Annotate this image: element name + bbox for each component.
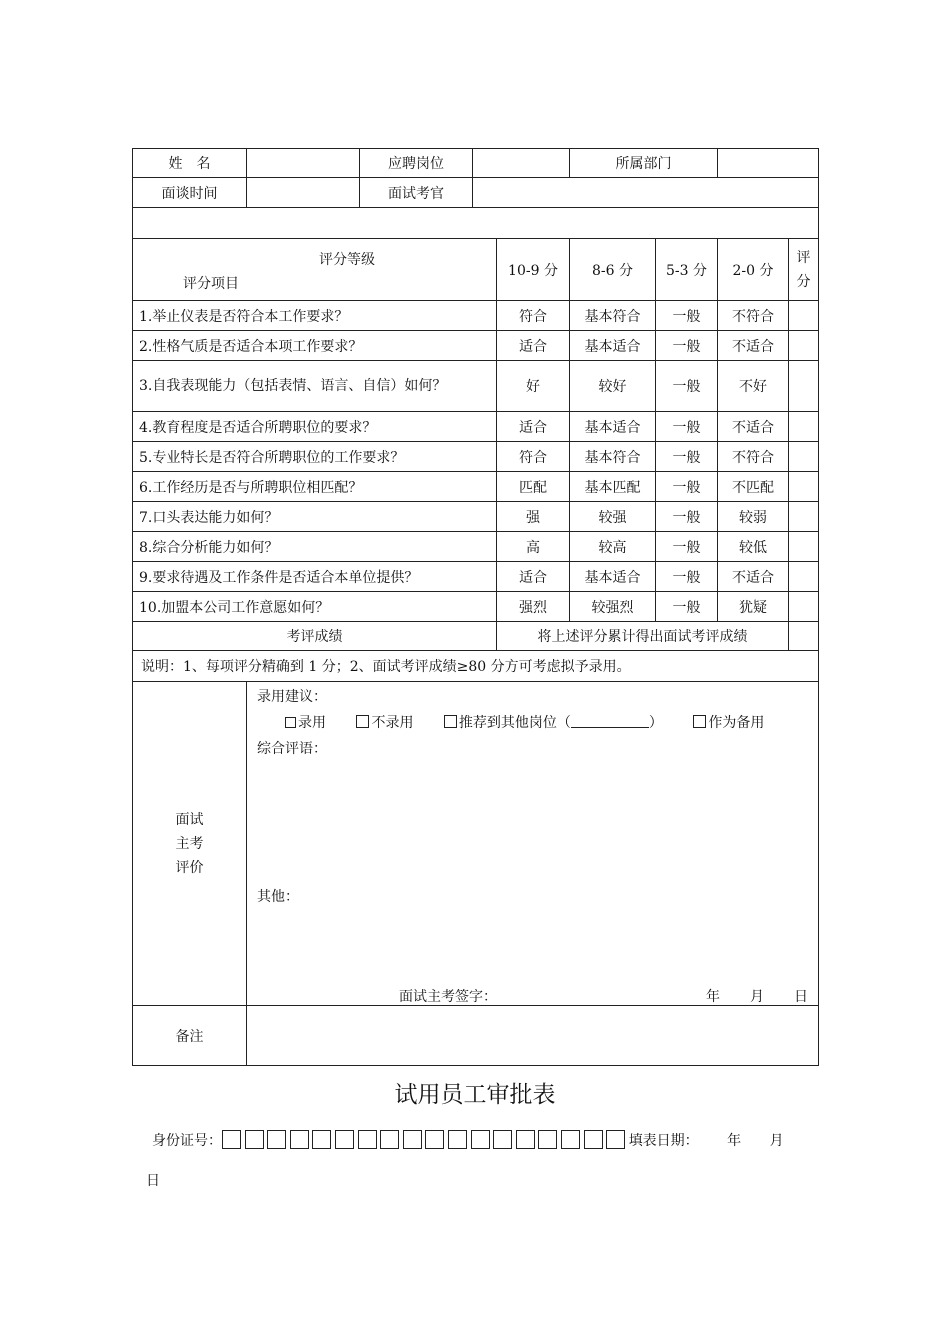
grade-c: 一般: [656, 472, 718, 502]
score-cell[interactable]: [789, 331, 819, 361]
blank-row: [133, 208, 819, 239]
id-digit-box[interactable]: [267, 1130, 286, 1149]
score-cell[interactable]: [789, 412, 819, 442]
item-question: 7.口头表达能力如何？: [133, 502, 497, 532]
id-digit-box[interactable]: [380, 1130, 399, 1149]
total-score-cell[interactable]: [789, 622, 819, 651]
score-cell[interactable]: [789, 502, 819, 532]
checkbox-icon[interactable]: [285, 717, 296, 728]
grade-d: 不适合: [718, 412, 789, 442]
grade-c: 一般: [656, 301, 718, 331]
id-digit-box[interactable]: [403, 1130, 422, 1149]
name-label: 姓 名: [133, 149, 247, 178]
table-row: [133, 472, 819, 502]
grade-b: 基本匹配: [570, 472, 656, 502]
item-question: 10.加盟本公司工作意愿如何？: [133, 592, 497, 622]
score-cell[interactable]: [789, 301, 819, 331]
total-score-note: 将上述评分累计得出面试考评成绩: [497, 622, 789, 651]
score-cell[interactable]: [789, 592, 819, 622]
grade-b: 较好: [570, 361, 656, 412]
fill-date-label: 填表日期：: [628, 1133, 699, 1149]
option-recommend[interactable]: 推荐到其他岗位（ ）: [444, 712, 663, 732]
grade-b: 较强: [570, 502, 656, 532]
other-label: 其他：: [257, 889, 299, 905]
table-row: [133, 412, 819, 442]
id-number-boxes[interactable]: [222, 1133, 629, 1149]
item-question: 9.要求待遇及工作条件是否适合本单位提供？: [133, 562, 497, 592]
grade-d: 不适合: [718, 331, 789, 361]
approval-title: 试用员工审批表: [394, 1082, 556, 1108]
grade-d: 不符合: [718, 301, 789, 331]
interview-evaluation-form: [132, 148, 819, 1066]
grade-c: 一般: [656, 532, 718, 562]
checkbox-icon[interactable]: [356, 715, 369, 728]
id-digit-box[interactable]: [516, 1130, 535, 1149]
grade-a: 适合: [497, 412, 570, 442]
id-digit-box[interactable]: [290, 1130, 309, 1149]
grade-a: 适合: [497, 331, 570, 361]
item-question: 3.自我表现能力（包括表情、语言、自信）如何？: [133, 361, 497, 412]
id-digit-box[interactable]: [222, 1130, 241, 1149]
table-row: [133, 442, 819, 472]
grade-c: 一般: [656, 592, 718, 622]
grade-d: 不好: [718, 361, 789, 412]
checkbox-icon[interactable]: [693, 715, 706, 728]
item-label: 评分项目: [183, 276, 239, 292]
grade-b: 较强烈: [570, 592, 656, 622]
grade-d: 不匹配: [718, 472, 789, 502]
grade-b: 较高: [570, 532, 656, 562]
id-digit-box[interactable]: [606, 1130, 625, 1149]
grade-b: 基本符合: [570, 442, 656, 472]
dept-field[interactable]: [718, 149, 819, 178]
position-label: 应聘岗位: [360, 149, 473, 178]
id-digit-box[interactable]: [425, 1130, 444, 1149]
grade-5-3: 5-3 分: [656, 239, 718, 301]
item-question: 6.工作经历是否与所聘职位相匹配？: [133, 472, 497, 502]
grade-a: 好: [497, 361, 570, 412]
option-hire[interactable]: 录用: [285, 712, 326, 732]
id-label: 身份证号：: [152, 1133, 222, 1149]
grade-c: 一般: [656, 442, 718, 472]
interviewer-field[interactable]: [473, 178, 819, 208]
dept-label: 所属部门: [570, 149, 718, 178]
suggestion-label: 录用建议：: [257, 689, 327, 705]
recommend-blank[interactable]: [571, 715, 649, 728]
interview-time-label: 面谈时间: [133, 178, 247, 208]
id-digit-box[interactable]: [312, 1130, 331, 1149]
name-field[interactable]: [247, 149, 360, 178]
grade-c: 一般: [656, 562, 718, 592]
id-digit-box[interactable]: [245, 1130, 264, 1149]
grade-b: 基本符合: [570, 301, 656, 331]
signature-label: 面试主考签字：: [399, 989, 497, 1005]
signature-date: 年 月 日: [706, 989, 808, 1005]
id-digit-box[interactable]: [538, 1130, 557, 1149]
grade-d: 不适合: [718, 562, 789, 592]
grade-a: 适合: [497, 562, 570, 592]
id-digit-box[interactable]: [584, 1130, 603, 1149]
grade-d: 较弱: [718, 502, 789, 532]
grade-a: 符合: [497, 301, 570, 331]
item-question: 8.综合分析能力如何？: [133, 532, 497, 562]
score-cell[interactable]: [789, 532, 819, 562]
day-label: 日: [146, 1173, 160, 1189]
score-cell[interactable]: [789, 472, 819, 502]
score-cell[interactable]: [789, 361, 819, 412]
interview-time-field[interactable]: [247, 178, 360, 208]
id-digit-box[interactable]: [493, 1130, 512, 1149]
grade-10-9: 10-9 分: [497, 239, 570, 301]
item-question: 2.性格气质是否适合本项工作要求？: [133, 331, 497, 361]
grade-b: 基本适合: [570, 331, 656, 361]
grade-8-6: 8-6 分: [570, 239, 656, 301]
grade-a: 符合: [497, 442, 570, 472]
grade-b: 基本适合: [570, 562, 656, 592]
grade-c: 一般: [656, 412, 718, 442]
hire-options: [285, 712, 808, 732]
grade-a: 高: [497, 532, 570, 562]
option-backup[interactable]: 作为备用: [693, 712, 764, 732]
grade-c: 一般: [656, 331, 718, 361]
table-row: [133, 532, 819, 562]
month-label: 月: [769, 1133, 784, 1149]
item-question: 5.专业特长是否符合所聘职位的工作要求？: [133, 442, 497, 472]
item-question: 4.教育程度是否适合所聘职位的要求？: [133, 412, 497, 442]
comment-label: 综合评语：: [257, 741, 327, 757]
id-digit-box[interactable]: [561, 1130, 580, 1149]
score-cell[interactable]: [789, 562, 819, 592]
grade-2-0: 2-0 分: [718, 239, 789, 301]
table-row: [133, 502, 819, 532]
table-row: [133, 331, 819, 361]
position-field[interactable]: [473, 149, 570, 178]
evaluation-label: 面试 主考 评价: [133, 682, 247, 1006]
remark-label: 备注: [133, 1006, 247, 1066]
grade-label: 评分等级: [319, 252, 375, 268]
evaluation-body: [247, 682, 819, 1006]
grade-d: 不符合: [718, 442, 789, 472]
table-row: [133, 562, 819, 592]
total-score-label: 考评成绩: [133, 622, 497, 651]
table-row: [133, 592, 819, 622]
id-digit-box[interactable]: [358, 1130, 377, 1149]
id-digit-box[interactable]: [448, 1130, 467, 1149]
interviewer-label: 面试考官: [360, 178, 473, 208]
year-label: 年: [727, 1133, 742, 1149]
grade-a: 强烈: [497, 592, 570, 622]
grade-c: 一般: [656, 361, 718, 412]
id-digit-box[interactable]: [471, 1130, 490, 1149]
grade-c: 一般: [656, 502, 718, 532]
id-digit-box[interactable]: [335, 1130, 354, 1149]
grading-header: [133, 239, 497, 301]
table-row: [133, 301, 819, 331]
remark-field[interactable]: [247, 1006, 819, 1066]
option-reject[interactable]: 不录用: [356, 712, 413, 732]
grade-b: 基本适合: [570, 412, 656, 442]
grade-d: 犹疑: [718, 592, 789, 622]
id-number-line: [152, 1130, 784, 1150]
grade-d: 较低: [718, 532, 789, 562]
grade-a: 匹配: [497, 472, 570, 502]
item-question: 1.举止仪表是否符合本工作要求？: [133, 301, 497, 331]
score-cell[interactable]: [789, 442, 819, 472]
checkbox-icon[interactable]: [444, 715, 457, 728]
table-row: [133, 361, 819, 412]
grade-a: 强: [497, 502, 570, 532]
explanation: 说明：1、每项评分精确到 1 分；2、面试考评成绩≥80 分方可考虑拟予录用。: [133, 651, 819, 682]
score-header: 评 分: [789, 239, 819, 301]
